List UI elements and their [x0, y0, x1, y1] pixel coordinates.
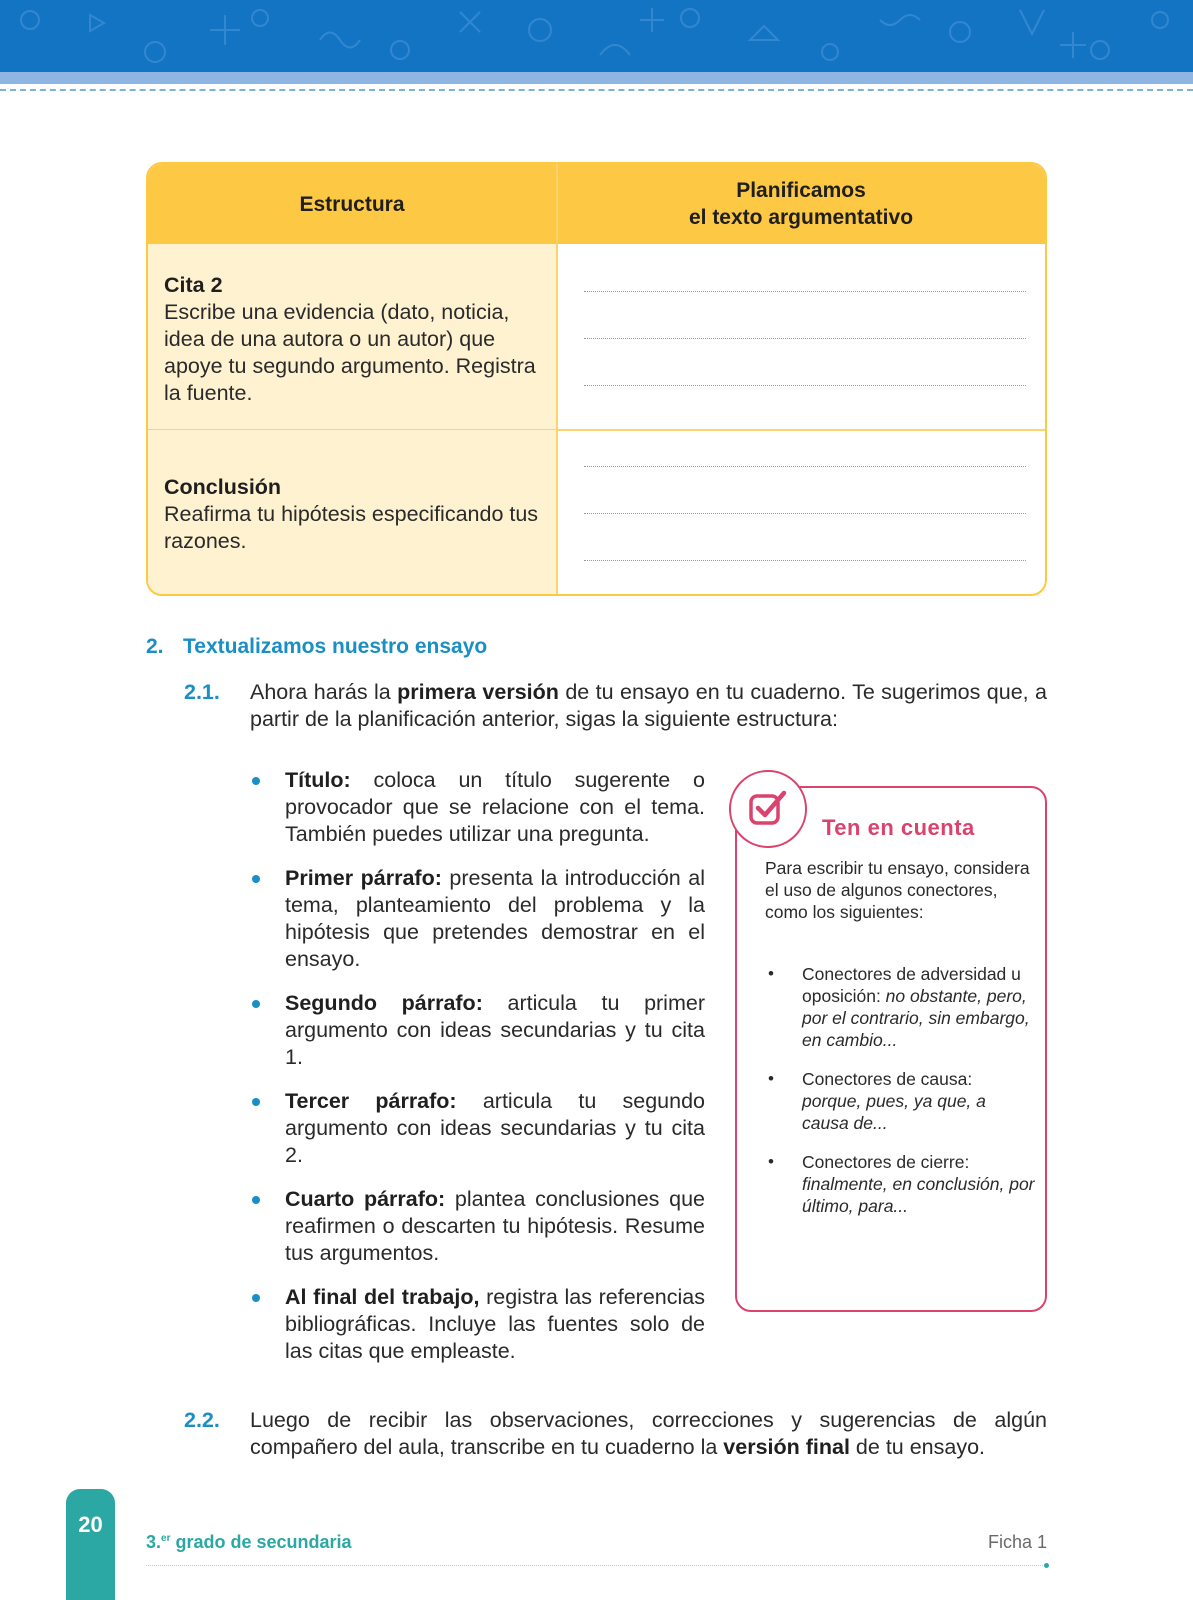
table-header-plan: Planificamos el texto argumentativo [688, 179, 914, 229]
header-dashed-divider [0, 89, 1193, 91]
list-item: • Conectores de adversidad u oposición: no obstante, pero, por el contrario, sin embargo, en cambio... [768, 964, 1030, 1050]
list-item: Al final del trabajo, registra las referencias bibliográficas. Incluye las fuentes solo de las citas que empleaste. [250, 1284, 705, 1365]
checkbox-check-icon [746, 787, 790, 831]
writing-line[interactable] [584, 385, 1026, 386]
subsection-2-1-text: Ahora harás la primera versión de tu ensayo en tu cuaderno. Te sugerimos que, a partir de la planificación anterior, sigas la siguiente estructura: [250, 680, 1047, 731]
writing-line[interactable] [584, 513, 1026, 514]
footer-dot [1044, 1563, 1049, 1568]
list-item: • Conectores de causa: porque, pues, ya que, a causa de... [768, 1069, 986, 1133]
writing-line[interactable] [584, 291, 1026, 292]
doodle-pattern-icon [0, 0, 1193, 72]
tip-intro: Para escribir tu ensayo, considera el uso de algunos conectores, como los siguientes: [765, 858, 1030, 922]
table-row-cita [148, 244, 556, 429]
row-title: Conclusión [164, 475, 282, 499]
list-item: Título: coloca un título sugerente o provocador que se relacione con el tema. También puedes utilizar una pregunta. [250, 767, 705, 848]
essay-structure-list [250, 767, 705, 1382]
list-item: Primer párrafo: presenta la introducción al tema, planteamiento del problema y la hipótesis que pretendes demostrar en el ensayo. [250, 865, 705, 973]
bullet-icon [252, 1196, 260, 1204]
section-heading [146, 635, 487, 659]
header-strip [0, 72, 1193, 84]
row-description: Escribe una evidencia (dato, noticia, idea de una autora o un autor) que apoye tu segundo argumento. Registra la fuente. [164, 300, 536, 405]
table-header-structure: Estructura [299, 192, 405, 216]
grade-label: 3.$^{er}$ grado de secundaria [146, 1532, 352, 1552]
bullet-icon [252, 1098, 260, 1106]
tip-badge [729, 770, 807, 848]
bullet-icon: • [768, 1152, 774, 1171]
subsection-number: 2.2. [184, 1408, 220, 1432]
footer-divider [146, 1565, 1047, 1566]
bullet-icon: • [768, 964, 774, 983]
bullet-icon [252, 777, 260, 785]
section-number: 2. [146, 635, 164, 658]
connectors-list [765, 963, 1035, 1234]
header-banner [0, 0, 1193, 72]
subsection-2-2-text: Luego de recibir las observaciones, correcciones y sugerencias de algún compañero del aula, transcribe en tu cuaderno la versión final de tu ensayo. [250, 1408, 1047, 1459]
page-number: 20 [78, 1512, 103, 1537]
row-description: Reafirma tu hipótesis especificando tus razones. [164, 502, 539, 553]
writing-line[interactable] [584, 466, 1026, 467]
bullet-icon: • [768, 1069, 774, 1088]
table-row-conclusion [148, 430, 556, 594]
planning-table [146, 162, 1047, 596]
column-divider [556, 164, 558, 594]
row-title: Cita 2 [164, 273, 223, 297]
subsection-number: 2.1. [184, 680, 220, 704]
list-item: • Conectores de cierre: finalmente, en conclusión, por último, para... [768, 1152, 1035, 1216]
tip-title: Ten en cuenta [822, 815, 975, 840]
page-number-tab [66, 1489, 115, 1600]
writing-line[interactable] [584, 560, 1026, 561]
writing-line[interactable] [584, 338, 1026, 339]
bullet-icon [252, 1000, 260, 1008]
list-item: Cuarto párrafo: plantea conclusiones que reafirmen o descarten tu hipótesis. Resume tus argumentos. [250, 1186, 705, 1267]
list-item: Tercer párrafo: articula tu segundo argumento con ideas secundarias y tu cita 2. [250, 1088, 705, 1169]
section-title: Textualizamos nuestro ensayo [183, 635, 488, 658]
bullet-icon [252, 875, 260, 883]
list-item: Segundo párrafo: articula tu primer argumento con ideas secundarias y tu cita 1. [250, 990, 705, 1071]
bullet-icon [252, 1294, 260, 1302]
ficha-label: Ficha 1 [987, 1532, 1047, 1552]
